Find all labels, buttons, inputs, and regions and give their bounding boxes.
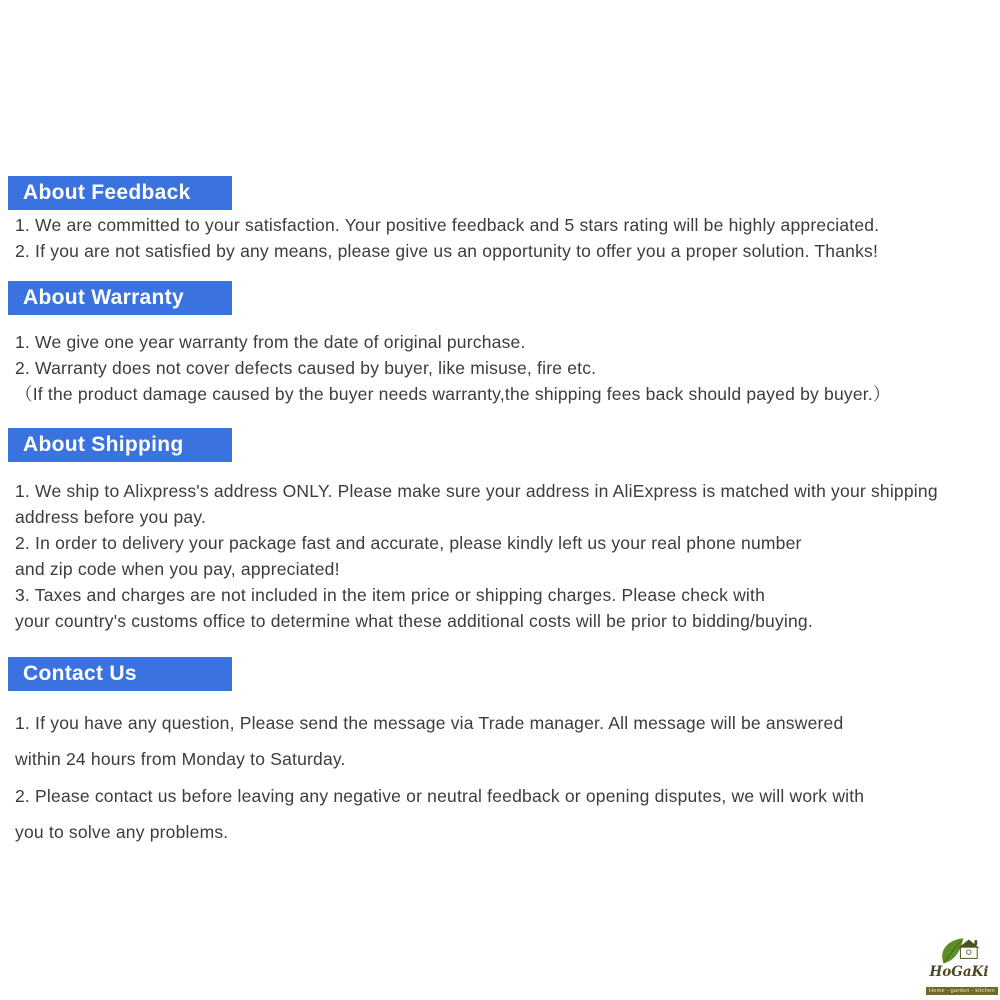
contact-line-1: 1. If you have any question, Please send the message via Trade manager. All message will be answered <box>15 713 844 733</box>
section-body-about-feedback <box>15 212 995 264</box>
contact-line-3: 2. Please contact us before leaving any negative or neutral feedback or opening disputes, we will work with <box>15 785 865 806</box>
section-header-about-feedback: About Feedback <box>8 176 232 210</box>
section-body-about-warranty <box>15 329 995 407</box>
shipping-line-2: address before you pay. <box>15 507 207 527</box>
feedback-line-2: 2. If you are not satisfied by any means, please give us an opportunity to offer you a proper solution. Thanks! <box>15 241 879 261</box>
section-header-about-shipping: About Shipping <box>8 428 232 462</box>
section-header-about-warranty: About Warranty <box>8 281 232 315</box>
section-body-contact-us <box>15 705 995 851</box>
shipping-line-5: 3. Taxes and charges are not included in the item price or shipping charges. Please check with <box>15 585 766 605</box>
warranty-line-3: （If the product damage caused by the buyer needs warranty,the shipping fees back should payed by buyer.） <box>15 384 891 404</box>
section-header-contact-us: Contact Us <box>8 657 232 691</box>
warranty-line-2: 2. Warranty does not cover defects caused by buyer, like misuse, fire etc. <box>15 358 597 378</box>
shipping-line-3: 2. In order to delivery your package fast and accurate, please kindly left us your real phone number <box>15 533 802 553</box>
contact-line-2: within 24 hours from Monday to Saturday. <box>15 749 346 770</box>
section-body-about-shipping <box>15 478 995 634</box>
seller-logo <box>926 936 995 997</box>
warranty-line-1: 1. We give one year warranty from the date of original purchase. <box>15 332 526 352</box>
logo-name: HoGaKi <box>929 964 989 980</box>
contact-line-4: you to solve any problems. <box>15 822 229 843</box>
shipping-line-6: your country's customs office to determine what these additional costs will be prior to bidding/buying. <box>15 611 813 631</box>
feedback-line-1: 1. We are committed to your satisfaction. Your positive feedback and 5 stars rating will be highly appreciated. <box>15 215 880 235</box>
leaf-house-icon <box>937 936 981 964</box>
shipping-line-1: 1. We ship to Alixpress's address ONLY. Please make sure your address in AliExpress is matched with your shipping <box>15 481 938 501</box>
shipping-line-4: and zip code when you pay, appreciated! <box>15 559 340 579</box>
logo-tagline: Home - garden - kitchen <box>926 987 998 995</box>
